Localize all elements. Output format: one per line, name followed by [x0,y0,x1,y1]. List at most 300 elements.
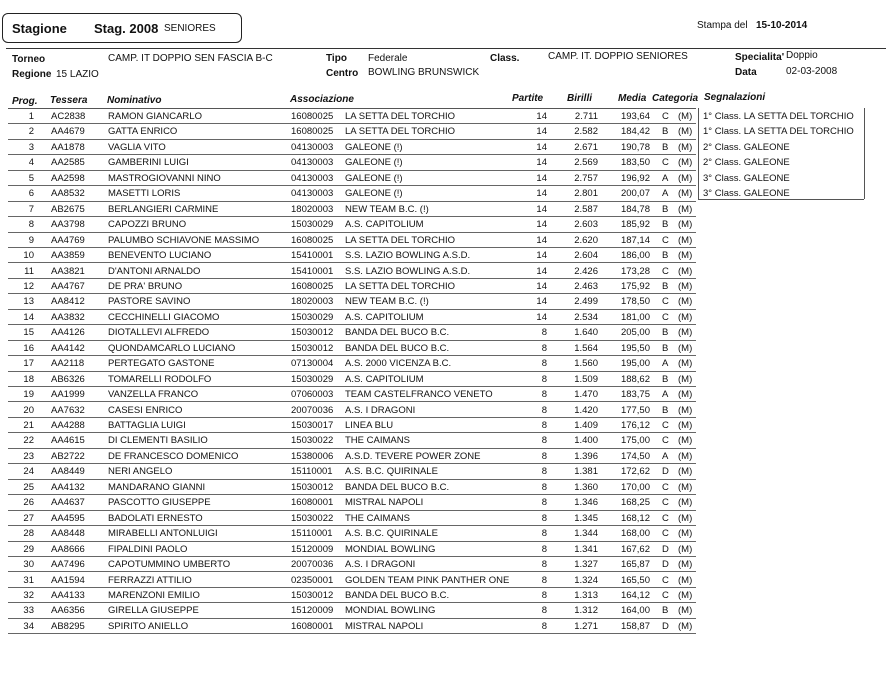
cell-assoc: A.S. CAPITOLIUM [345,311,424,323]
cell-media: 164,12 [620,589,650,601]
cell-media: 172,62 [620,466,650,478]
cell-sex: (M) [678,420,693,431]
cell-cat: A [662,450,669,462]
cell-partite: 8 [541,620,547,632]
cell-media: 175,00 [620,435,650,447]
cell-code: 20070036 [291,559,334,571]
cell-partite: 8 [541,358,547,370]
cell-assoc: A.S. 2000 VICENZA B.C. [345,358,452,370]
cell-tessera: AA2118 [51,358,85,370]
table-row [0,433,891,448]
cell-code: 15030029 [291,373,334,385]
cell-media: 173,28 [620,265,650,277]
cell-sex: (M) [678,296,693,308]
cell-birilli: 2.757 [574,172,598,184]
cell-code: 15030012 [291,342,334,354]
specialita-label: Specialita' [735,52,785,63]
cell-birilli: 1.327 [574,559,598,571]
cell-partite: 14 [536,280,547,292]
cell-partite: 8 [541,373,547,385]
cell-media: 190,78 [620,141,650,153]
cell-prog: 27 [23,512,34,524]
cell-prog: 32 [23,589,34,601]
cell-sex: (M) [678,358,693,370]
cell-sex: (M) [678,497,693,509]
cell-prog: 11 [24,265,34,277]
cell-assoc: BANDA DEL BUCO B.C. [345,342,450,354]
cell-sex: (M) [678,157,693,169]
cell-sex: (M) [678,605,693,617]
cell-assoc: GOLDEN TEAM PINK PANTHER ONE [345,574,510,586]
cell-cat: B [662,373,669,385]
cell-cat: C [662,265,669,277]
cell-cat: C [662,111,669,122]
cell-cat: B [662,203,669,215]
cell-partite: 8 [541,342,547,354]
table-row [0,341,891,356]
cell-sex: (M) [678,280,693,292]
cell-cat: C [662,435,669,447]
table-row [0,325,891,340]
cell-assoc: S.S. LAZIO BOWLING A.S.D. [345,265,471,277]
cell-birilli: 2.463 [574,280,598,292]
cell-tessera: AA8448 [51,528,85,540]
stampa-date: 15-10-2014 [756,20,808,31]
cell-assoc: MISTRAL NAPOLI [345,620,424,632]
cell-sex: (M) [678,265,693,277]
cell-prog: 16 [23,342,34,354]
table-row [0,573,891,588]
cell-partite: 8 [541,404,547,416]
cell-nome: VANZELLA FRANCO [108,389,199,401]
cell-tessera: AA8532 [51,188,85,200]
cell-partite: 8 [541,512,547,524]
col-categoria: Categoria [652,93,699,104]
cell-partite: 8 [541,389,547,401]
cell-media: 196,92 [620,172,650,184]
cell-partite: 8 [541,481,547,493]
cell-media: 165,50 [620,574,650,586]
cell-partite: 14 [536,311,547,323]
cell-assoc: S.S. LAZIO BOWLING A.S.D. [345,250,471,262]
cell-nome: CECCHINELLI GIACOMO [108,311,220,323]
cell-assoc: TEAM CASTELFRANCO VENETO [345,389,493,401]
cell-nome: MASETTI LORIS [108,188,181,200]
cell-birilli: 2.534 [574,311,598,323]
cell-sex: (M) [678,234,693,246]
cell-nome: DE FRANCESCO DOMENICO [108,450,239,462]
cell-tessera: AA2598 [51,172,85,184]
cell-nome: SPIRITO ANIELLO [108,620,189,632]
cell-cat: C [662,420,669,431]
table-row [0,619,891,634]
data-value: 02-03-2008 [786,66,838,77]
table-row [0,186,891,201]
cell-assoc: THE CAIMANS [345,435,410,447]
cell-media: 205,00 [620,327,650,339]
table-row [0,248,891,263]
cell-nome: BADOLATI ERNESTO [108,512,203,524]
cell-nome: GATTA ENRICO [108,126,178,138]
cell-nome: MASTROGIOVANNI NINO [108,172,221,184]
cell-media: 176,12 [620,420,650,431]
cell-prog: 20 [23,404,34,416]
cell-assoc: LINEA BLU [345,420,394,431]
cell-sex: (M) [678,435,693,447]
cell-birilli: 1.420 [574,404,598,416]
stagione-label: Stagione [12,21,67,36]
cell-birilli: 2.620 [574,234,598,246]
cell-birilli: 1.560 [574,358,598,370]
cell-assoc: GALEONE (!) [345,188,403,200]
cell-nome: VAGLIA VITO [108,141,166,153]
cell-code: 20070036 [291,404,334,416]
cell-assoc: MISTRAL NAPOLI [345,497,424,509]
col-birilli: Birilli [567,93,593,104]
cell-cat: A [662,172,669,184]
cell-prog: 24 [23,466,34,478]
cell-tessera: AA4288 [51,420,85,431]
table-row [0,217,891,232]
cell-partite: 14 [536,219,547,231]
cell-cat: A [662,358,669,370]
cell-code: 15110001 [291,466,333,478]
table-row [0,464,891,479]
cell-cat: D [662,466,669,478]
cell-code: 16080001 [291,620,334,632]
cell-sex: (M) [678,373,693,385]
cell-assoc: LA SETTA DEL TORCHIO [345,280,455,292]
cell-media: 187,14 [620,234,650,246]
table-row [0,403,891,418]
cell-cat: C [662,296,669,308]
cell-nome: RAMON GIANCARLO [108,111,202,122]
cell-partite: 14 [536,250,547,262]
cell-nome: PALUMBO SCHIAVONE MASSIMO [108,234,260,246]
cell-tessera: AA7632 [51,404,85,416]
cell-cat: C [662,481,669,493]
cell-sex: (M) [678,188,693,200]
cell-prog: 30 [23,559,34,571]
cell-birilli: 2.499 [574,296,598,308]
cell-code: 16080025 [291,126,334,138]
cell-code: 16080025 [291,111,334,122]
cell-birilli: 1.313 [574,589,598,601]
cell-prog: 8 [28,219,34,231]
cell-partite: 14 [536,126,547,138]
cell-assoc: BANDA DEL BUCO B.C. [345,589,450,601]
cell-partite: 14 [536,234,547,246]
table-row [0,264,891,279]
cell-code: 15030012 [291,481,334,493]
cell-sex: (M) [678,466,693,478]
cell-media: 184,78 [620,203,650,215]
cell-tessera: AA2585 [51,157,85,169]
cell-sex: (M) [678,250,693,262]
cell-code: 07130004 [291,358,334,370]
cell-prog: 33 [23,605,34,617]
cell-nome: GAMBERINI LUIGI [108,157,189,169]
table-row [0,310,891,325]
cell-tessera: AA3859 [51,250,85,262]
col-associazione: Associazione [290,94,354,105]
cell-cat: C [662,512,669,524]
cell-tessera: AA1999 [51,389,85,401]
cell-media: 168,00 [620,528,650,540]
cell-nome: PASCOTTO GIUSEPPE [108,497,211,509]
cell-assoc: GALEONE (!) [345,172,403,184]
cell-code: 16080001 [291,497,334,509]
cell-birilli: 1.381 [574,466,598,478]
cell-birilli: 1.396 [574,450,598,462]
cell-prog: 29 [23,543,34,555]
table-row [0,124,891,139]
cell-prog: 5 [28,172,34,184]
class-value: CAMP. IT. DOPPIO SENIORES [548,51,688,62]
cell-birilli: 1.509 [574,373,598,385]
cell-media: 186,00 [620,250,650,262]
cell-sex: (M) [678,620,693,632]
cell-birilli: 1.341 [574,543,598,555]
cell-tessera: AA4637 [51,497,85,509]
cell-cat: D [662,543,669,555]
table-row [0,449,891,464]
table-row [0,588,891,603]
cell-assoc: LA SETTA DEL TORCHIO [345,111,455,122]
cell-prog: 25 [23,481,34,493]
torneo-value: CAMP. IT DOPPIO SEN FASCIA B-C [108,53,273,64]
cell-media: 168,25 [620,497,650,509]
centro-label: Centro [326,68,359,79]
cell-code: 15110001 [291,528,333,540]
cell-prog: 26 [23,497,34,509]
cell-tessera: AA4132 [51,481,85,493]
cell-media: 183,75 [620,389,650,401]
cell-assoc: A.S. CAPITOLIUM [345,373,424,385]
cell-tessera: AA4615 [51,435,85,447]
cell-nome: FIPALDINI PAOLO [108,543,188,555]
cell-segn: 3° Class. GALEONE [703,188,790,200]
cell-partite: 8 [541,605,547,617]
cell-partite: 8 [541,574,547,586]
cell-partite: 8 [541,528,547,540]
cell-tessera: AA4133 [51,589,85,601]
cell-media: 188,62 [620,373,650,385]
cell-code: 16080025 [291,280,334,292]
torneo-label: Torneo [12,54,46,65]
cell-tessera: AA3821 [51,265,85,277]
cell-cat: C [662,311,669,323]
cell-assoc: BANDA DEL BUCO B.C. [345,327,450,339]
cell-nome: PERTEGATO GASTONE [108,358,215,370]
cell-prog: 31 [23,574,34,586]
cell-prog: 7 [28,203,34,215]
cell-partite: 14 [536,141,547,153]
cell-assoc: A.S. B.C. QUIRINALE [345,528,438,540]
cell-partite: 8 [541,559,547,571]
cell-sex: (M) [678,450,693,462]
cell-birilli: 2.604 [574,250,598,262]
cell-code: 04130003 [291,141,334,153]
cell-partite: 8 [541,497,547,509]
cell-partite: 14 [536,265,547,277]
cell-segn: 2° Class. GALEONE [703,141,790,153]
cell-media: 183,50 [620,157,650,169]
cell-media: 177,50 [620,404,650,416]
cell-sex: (M) [678,141,693,153]
cell-code: 15030012 [291,589,334,601]
cell-code: 15030022 [291,435,334,447]
cell-prog: 21 [23,420,34,431]
cell-tessera: AA4767 [51,280,85,292]
cell-partite: 8 [541,543,547,555]
cell-assoc: THE CAIMANS [345,512,410,524]
cell-nome: DE PRA' BRUNO [108,280,183,292]
table-row [0,171,891,186]
cell-nome: BENEVENTO LUCIANO [108,250,212,262]
cell-code: 16080025 [291,234,334,246]
cell-tessera: AB2675 [51,203,85,215]
cell-sex: (M) [678,311,693,323]
class-label: Class. [490,53,520,64]
cell-partite: 14 [536,203,547,215]
cell-tessera: AA4142 [51,342,85,354]
cell-nome: MARENZONI EMILIO [108,589,200,601]
cell-code: 04130003 [291,188,334,200]
table-row [0,202,891,217]
cell-media: 195,50 [620,342,650,354]
cell-cat: C [662,497,669,509]
cell-cat: D [662,620,669,632]
cell-media: 158,87 [620,620,650,632]
cell-cat: C [662,528,669,540]
cell-cat: D [662,559,669,571]
cell-assoc: GALEONE (!) [345,157,403,169]
cell-segn: 1° Class. LA SETTA DEL TORCHIO [703,126,854,138]
cell-tessera: AA3832 [51,311,85,323]
cell-code: 18020003 [291,203,334,215]
tipo-label: Tipo [326,53,347,64]
cell-assoc: MONDIAL BOWLING [345,605,436,617]
cell-nome: CASESI ENRICO [108,404,183,416]
cell-tessera: AA7496 [51,559,85,571]
cell-partite: 8 [541,589,547,601]
cell-nome: DIOTALLEVI ALFREDO [108,327,210,339]
cell-assoc: A.S.D. TEVERE POWER ZONE [345,450,481,462]
cell-sex: (M) [678,327,693,339]
cell-birilli: 1.564 [574,342,598,354]
cell-nome: CAPOTUMMINO UMBERTO [108,559,231,571]
cell-prog: 28 [23,528,34,540]
col-media: Media [618,93,647,104]
cell-sex: (M) [678,172,693,184]
cell-nome: BERLANGIERI CARMINE [108,203,219,215]
table-row [0,526,891,541]
cell-tessera: AA4769 [51,234,85,246]
cell-cat: B [662,250,669,262]
cell-birilli: 1.409 [574,420,598,431]
cell-assoc: A.S. I DRAGONI [345,559,416,571]
cell-prog: 12 [23,280,34,292]
cell-prog: 13 [23,296,34,308]
cell-media: 185,92 [620,219,650,231]
cell-tessera: AB6326 [51,373,85,385]
cell-nome: MIRABELLI ANTONLUIGI [108,528,218,540]
cell-sex: (M) [678,589,693,601]
cell-nome: NERI ANGELO [108,466,173,478]
cell-tessera: AA8449 [51,466,85,478]
cell-nome: D'ANTONI ARNALDO [108,265,201,277]
cell-segn: 3° Class. GALEONE [703,172,790,184]
cell-tessera: AC2838 [51,111,86,122]
cell-tessera: AA4126 [51,327,85,339]
cell-code: 15120009 [291,543,334,555]
cell-partite: 14 [536,188,547,200]
table-row [0,603,891,618]
cell-media: 184,42 [620,126,650,138]
cell-birilli: 2.582 [574,126,598,138]
cell-birilli: 1.400 [574,435,598,447]
cell-code: 15030022 [291,512,334,524]
cell-cat: C [662,574,669,586]
tipo-value: Federale [368,53,408,64]
cell-media: 165,87 [620,559,650,571]
cell-assoc: LA SETTA DEL TORCHIO [345,126,455,138]
cell-nome: QUONDAMCARLO LUCIANO [108,342,236,354]
cell-assoc: NEW TEAM B.C. (!) [345,296,429,308]
cell-sex: (M) [678,126,693,138]
centro-value: BOWLING BRUNSWICK [368,67,480,78]
stagione-value: Stag. 2008 [94,21,159,36]
cell-partite: 8 [541,466,547,478]
cell-assoc: NEW TEAM B.C. (!) [345,203,429,215]
cell-prog: 4 [28,157,34,169]
cell-prog: 9 [28,234,34,246]
cell-cat: B [662,342,669,354]
cell-tessera: AA1878 [51,141,85,153]
cell-tessera: AB2722 [51,450,85,462]
col-partite: Partite [512,93,544,104]
cell-partite: 14 [536,157,547,169]
cell-birilli: 2.426 [574,265,598,277]
cell-nome: TOMARELLI RODOLFO [108,373,212,385]
table-row [0,542,891,557]
cell-cat: C [662,157,669,169]
cell-media: 167,62 [620,543,650,555]
cell-code: 15030029 [291,311,334,323]
cell-code: 15030029 [291,219,334,231]
cell-nome: PASTORE SAVINO [108,296,191,308]
cell-prog: 34 [23,620,34,632]
cell-tessera: AA4679 [51,126,85,138]
cell-tessera: AA8412 [51,296,85,308]
cell-nome: DI CLEMENTI BASILIO [108,435,208,447]
table-row [0,294,891,309]
table-row [0,279,891,294]
cell-birilli: 2.671 [574,141,598,153]
cell-prog: 18 [23,373,34,385]
cell-partite: 8 [541,450,547,462]
col-segnalazioni: Segnalazioni [704,92,766,103]
cell-birilli: 2.711 [574,111,598,122]
cell-prog: 2 [28,126,34,138]
cell-birilli: 1.346 [574,497,598,509]
cell-media: 200,07 [620,188,650,200]
cell-cat: B [662,404,669,416]
table-row [0,418,891,433]
regione-value: 15 LAZIO [56,69,99,80]
stagione-extra: SENIORES [164,23,216,34]
